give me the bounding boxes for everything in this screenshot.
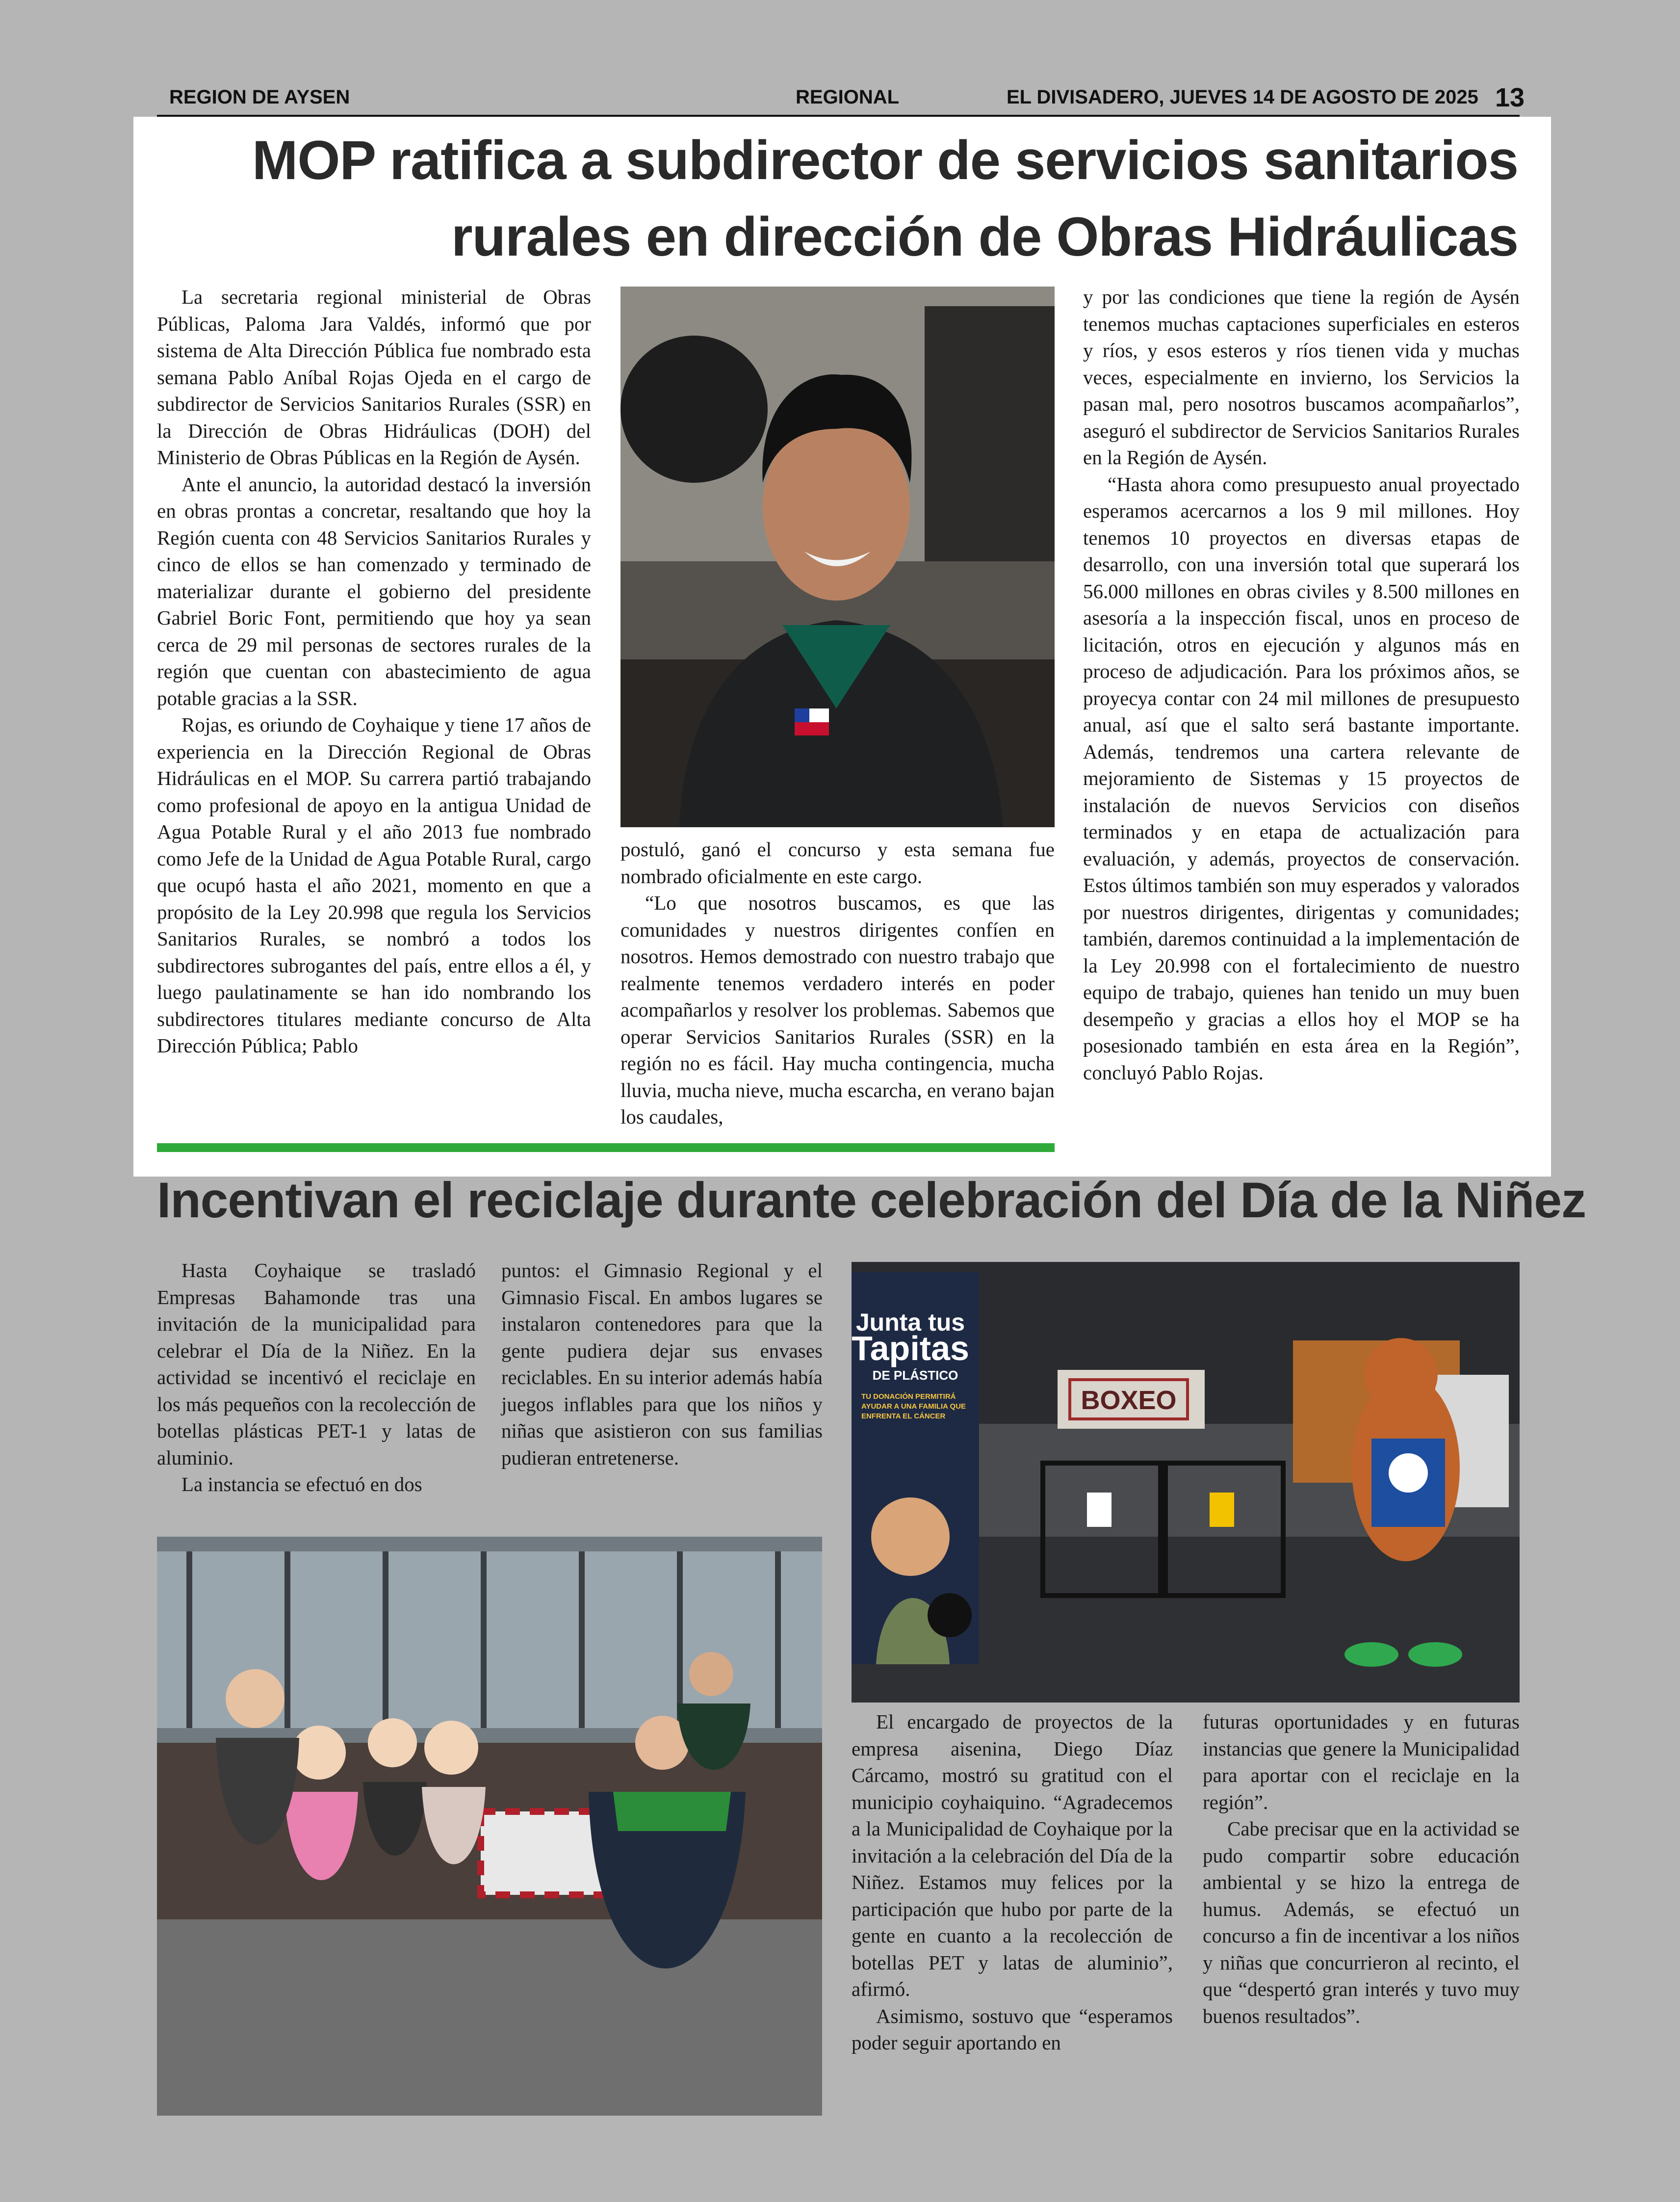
article1-column-3 — [1083, 284, 1520, 1086]
paragraph: La secretaria regional ministerial de Obras Públicas, Paloma Jara Valdés, informó que por sistema de Alta Dirección Pública fue nombrado esta semana Pablo Aníbal Rojas Ojeda en el cargo de subdirector de Servicios Sanitarios Rurales (SSR) en la Dirección de Obras Hidráulicas (DOH) del Ministerio de Obras Públicas en la Región de Aysén. — [157, 286, 591, 469]
paragraph: puntos: el Gimnasio Regional y el Gimnasio Fiscal. En ambos lugares se instalaron contenedores para que la gente pudiera dejar sus envases reciclables. En su interior además había juegos inflables para que los niños y niñas que asistieron con sus familias pudieran entretenerse. — [501, 1259, 823, 1469]
paragraph: Asimismo, sostuvo que “esperamos poder seguir aportando en — [852, 2004, 1173, 2054]
paragraph: Hasta Coyhaique se trasladó Empresas Bahamonde tras una invitación de la municipalidad para celebrar el Día de la Niñez. En la actividad se incentivó el reciclaje en los más pequeños con la recolección de botellas plásticas PET-1 y latas de aluminio. — [157, 1259, 476, 1469]
recycling-event-photo — [852, 1262, 1520, 1703]
article1-column-1 — [157, 284, 591, 1059]
children-event-photo — [157, 1537, 822, 2116]
article2-column-3 — [852, 1708, 1173, 2056]
section-category: REGIONAL — [796, 86, 900, 108]
page-number: 13 — [1495, 83, 1525, 112]
edition-date: EL DIVISADERO, JUEVES 14 DE AGOSTO DE 2025 — [1007, 86, 1478, 108]
paragraph: futuras oportunidades y en futuras instancias que genere la Municipalidad para aportar con el reciclaje en la región”. — [1203, 1710, 1520, 1813]
paragraph: “Lo que nosotros buscamos, es que las comunidades y nuestros dirigentes confíen en nosotros. Hemos demostrado con nuestro trabajo que realmente tenemos verdadero interés en poder acompañarlos y resolver los problemas. Sabemos que operar Servicios Sanitarios Rurales (SSR) en la región no es fácil. Hay mucha contingencia, mucha lluvia, mucha nieve, mucha escarcha, en verano bajan los caudales, — [620, 891, 1055, 1128]
wall-sign: BOXEO — [1081, 1386, 1177, 1415]
article1-column-2 — [620, 836, 1055, 1130]
paragraph: “Hasta ahora como presupuesto anual proyectado esperamos acercarnos a los 9 mil millones. Hoy tenemos 10 proyectos en diversas etapas de desarrollo, con una inversión total que superará los 56.000 millones en obras civiles y 8.500 millones en asesoría a la inspección fiscal, unos en proceso de licitación, otros en ejecución y algunos más en proceso de adjudicación. Para los próximos años, se proyecya contar con 24 mil millones de presupuesto anual, así que el salto será bastante importante. Además, tendremos una cartera relevante de mejoramiento de Sistemas y 15 proyectos de instalación de nuevos Servicios con diseños terminados y en etapa de actualización para evaluación, y además, proyectos de conservación. Estos últimos también son muy esperados y valorados por nuestros dirigentes, dirigentas y comunidades; también, daremos continuidad a la implementación de la Ley 20.998 con el fortalecimiento de nuestro equipo de trabajo, quienes han tenido un muy buen desempeño y gracias a ellos hoy el MOP se ha posesionado también en esta área en la Región”, concluyó Pablo Rojas. — [1083, 472, 1520, 1084]
section-label: REGION DE AYSEN — [169, 86, 350, 108]
article2-title: Incentivan el reciclaje durante celebración del Día de la Niñez — [157, 1172, 1586, 1228]
banner-line1: Junta tus — [855, 1309, 965, 1336]
green-divider — [157, 1143, 1055, 1152]
article2-column-4 — [1203, 1708, 1520, 2029]
paragraph: Cabe precisar que en la actividad se pudo compartir sobre educación ambiental y se hizo la entrega de humus. Además, se efectuó un concurso a fin de incentivar a los niños y niñas que concurrieron al recinto, el que “despertó gran interés y tuvo muy buenos resultados”. — [1203, 1817, 1520, 2027]
banner-tagline: TU DONACIÓN PERMITIRÁ AYUDAR A UNA FAMILIA QUE ENFRENTA EL CÁNCER — [861, 1392, 966, 1420]
article1-title-line2: rurales en dirección de Obras Hidráulicas — [451, 206, 1518, 267]
paragraph: Ante el anuncio, la autoridad destacó la inversión en obras prontas a concretar, resaltando que hoy la Región cuenta con 48 Servicios Sanitarios Rurales y cinco de ellos se han comenzado y terminado de materializar durante el gobierno del presidente Gabriel Boric Font, permitiendo que hoy ya sean cerca de 29 mil personas de sectores rurales de la región que cuentan con abastecimiento de agua potable gracias a la SSR. — [157, 472, 591, 709]
paragraph: El encargado de proyectos de la empresa aisenina, Diego Díaz Cárcamo, mostró su gratitud con el municipio coyhaiquino. “Agradecemos a la Municipalidad de Coyhaique por la invitación a la celebración del Día de la Niñez. Estamos muy felices por la participación que hubo por parte de la gente en cuanto a la recolección de botellas PET y latas de aluminio”, afirmó. — [852, 1710, 1173, 2000]
paragraph: La instancia se efectuó en dos — [181, 1473, 422, 1495]
portrait-photo — [620, 287, 1055, 827]
paragraph: Rojas, es oriundo de Coyhaique y tiene 17 años de experiencia en la Dirección Regional de Obras Hidráulicas en el MOP. Su carrera partió trabajando como profesional de apoyo en la antigua Unidad de Agua Potable Rural y el año 2013 fue nombrado como Jefe de la Unidad de Agua Potable Rural, cargo que ocupó hasta el año 2021, momento en que a propósito de la Ley 20.998 que regula los Servicios Sanitarios Rurales, se nombró a todos los subdirectores subrogantes del país, entre ellos a él, y luego paulatinamente se han ido nombrando los subdirectores titulares mediante concurso de Alta Dirección Pública; Pablo — [157, 713, 591, 1057]
banner-line3: DE PLÁSTICO — [872, 1368, 958, 1383]
article1-title-line1: MOP ratifica a subdirector de servicios sanitarios — [252, 130, 1518, 191]
article2-column-2 — [501, 1257, 823, 1471]
article2-column-1 — [157, 1257, 476, 1498]
banner-line2: Tapitas — [852, 1329, 969, 1367]
paragraph: y por las condiciones que tiene la región de Aysén tenemos muchas captaciones superficiales en esteros y ríos, y esos esteros y ríos tienen vida y muchas veces, especialmente en invierno, los Servicios la pasan mal, pero nosotros buscamos acompañarlos”, aseguró el subdirector de Servicios Sanitarios Rurales en la Región de Aysén. — [1083, 286, 1520, 469]
paragraph: postuló, ganó el concurso y esta semana fue nombrado oficialmente en este cargo. — [620, 838, 1055, 888]
